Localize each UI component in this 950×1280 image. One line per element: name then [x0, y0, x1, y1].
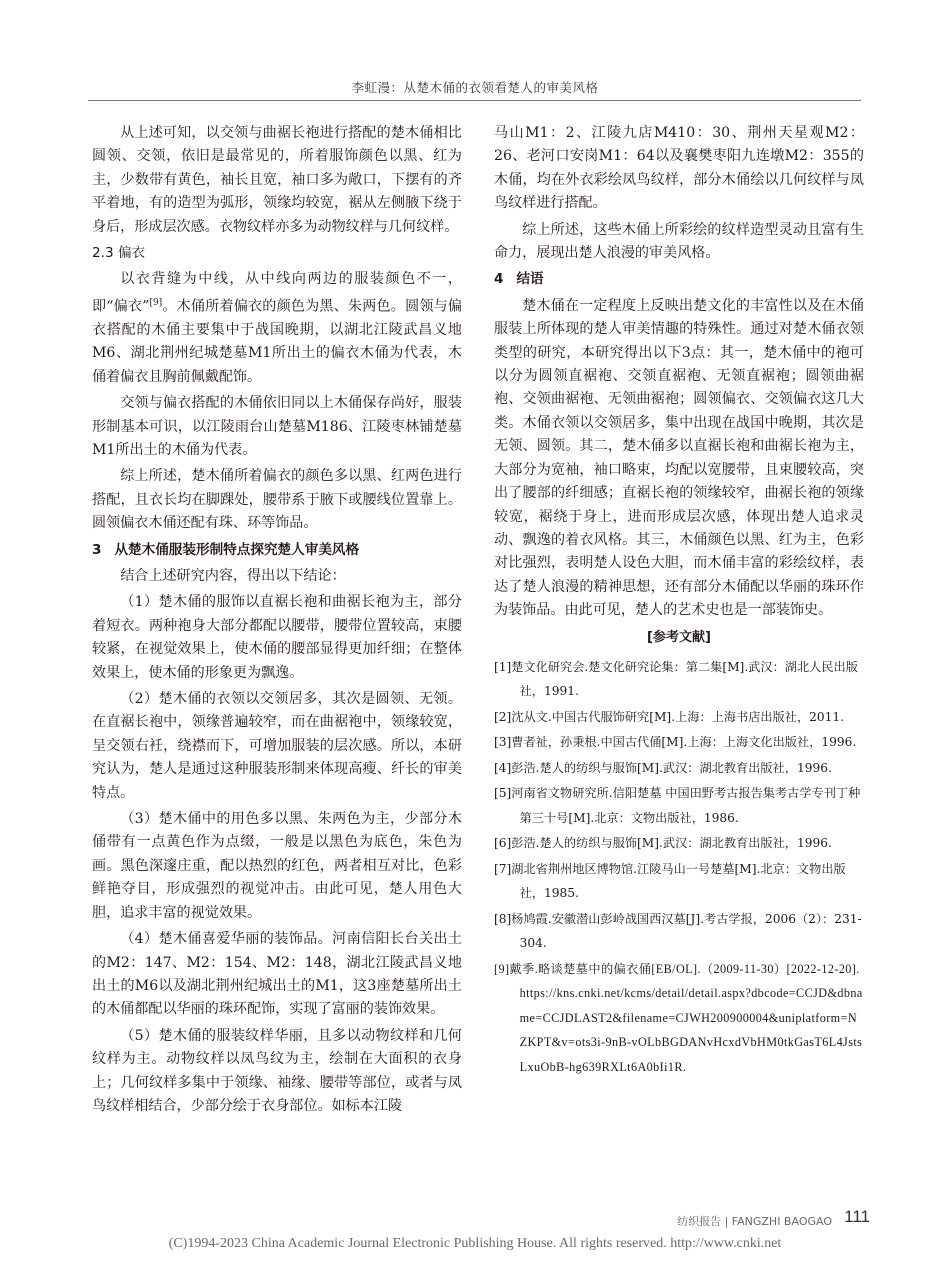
paragraph: （3）楚木俑中的用色多以黑、朱两色为主，少部分木俑带有一点黄色作为点缀，一般是以黑色为底色，朱色为画。黑色深邃庄重，配以热烈的红色，两者相互对比，色彩鲜艳夺目，形成强烈的视觉冲击。由此可见，楚人用色大胆，追求丰富的视觉效果。: [92, 811, 462, 921]
references-title: [参考文献]: [647, 629, 711, 645]
paragraph: （1）楚木俑的服饰以直裾长袍和曲裾长袍为主，部分着短衣。两种袍身大部分都配以腰带，腰带位置较高，束腰较紧，在视觉效果上，使木俑的腰部显得更加纤细；在整体效果上，使木俑的形象更为飘逸。: [92, 594, 462, 681]
paragraph: 综上所述，楚木俑所着偏衣的颜色多以黑、红两色进行搭配，且衣长均在脚踝处，腰带系于腋下或腰线位置靠上。圆领偏衣木俑还配有珠、环等饰品。: [92, 468, 462, 532]
section-title: 从楚木俑服装形制特点探究楚人审美风格: [114, 541, 360, 558]
paragraph-continued: 马山M1：2、江陵九店M410：30、荆州天星观M2：26、老河口安岗M1：64以及襄樊枣阳九连墩M2：355的木俑，均在外衣彩绘凤鸟纹样，部分木俑绘以几何纹样与凤鸟纹样进行搭配。: [494, 125, 864, 212]
paragraph: 交领与偏衣搭配的木俑依旧同以上木俑保存尚好，服装形制基本可识，以江陵雨台山楚墓M186、江陵枣林铺楚墓M1所出土的木俑为代表。: [92, 395, 462, 458]
paragraph: 从上述可知，以交领与曲裾长袍进行搭配的楚木俑相比圆领、交领，依旧是最常见的，所着服饰颜色以黑、红为主，少数带有黄色，袖长且宽，袖口多为敞口，下摆有的齐平着地，有的造型为弧形，领缘均较宽，裾从左侧腋下绕于身后，形成层次感。衣物纹样亦多为动物纹样与几何纹样。: [92, 125, 462, 235]
running-header: 李虹漫：从楚木俑的衣领看楚人的审美风格: [351, 80, 599, 95]
right-column: [494, 122, 864, 1080]
section-title: 结语: [516, 271, 544, 288]
left-column: [92, 122, 462, 1121]
reference-item: [494, 957, 864, 1080]
paragraph: （2）楚木俑的衣领以交领居多，其次是圆领、无领。在直裾长袍中，领缘普遍较窄，而在曲裾袍中，领缘较宽，呈交领右衽，绕襟而下，可增加服装的层次感。所以，本研究认为，楚人是通过这种服装形制来体现高瘦、纤长的审美特点。: [92, 691, 462, 801]
paragraph-text: 。木俑所着偏衣的颜色为黑、朱两色。圆领与偏衣搭配的木俑主要集中于战国晚期，以湖北江陵武昌义地M6、湖北荆州纪城楚墓M1所出土的偏衣木俑为代表，木俑着偏衣且胸前佩戴配饰。: [92, 298, 462, 385]
journal-name: 纺织报告 | FANGZHI BAOGAO: [677, 1215, 832, 1228]
reference-item: [8]杨鸠霞.安徽潜山彭岭战国西汉墓[J].考古学报，2006（2）：231-304.: [494, 911, 862, 951]
reference-list: [494, 655, 864, 1080]
paragraph: [92, 268, 462, 389]
paragraph: 综上所述，这些木俑上所彩绘的纹样造型灵动且富有生命力，展现出楚人浪漫的审美风格。: [494, 221, 864, 262]
reference-item: [2]沈从文.中国古代服饰研究[M].上海：上海书店出版社，2011.: [494, 709, 845, 724]
reference-item: [6]彭浩.楚人的纺织与服饰[M].武汉：湖北教育出版社，1996.: [494, 836, 832, 851]
header-rule: [88, 100, 861, 101]
reference-item: [7]湖北省荆州地区博物馆.江陵马山一号楚墓[M].北京：文物出版社，1985.: [494, 861, 846, 901]
copyright-notice: (C)1994-2023 China Academic Journal Electronic Publishing House. All rights reserved. http://www.cnki.net: [168, 1236, 782, 1251]
paragraph-text: 以衣背缝为中线，从中线向两边的服装颜色不一，即“偏衣”: [92, 271, 462, 315]
paragraph: 结合上述研究内容，得出以下结论：: [120, 568, 346, 584]
section-heading-3: [92, 539, 462, 562]
reference-item: [5]河南省文物研究所.信阳楚墓 中国田野考古报告集考古学专刊丁种第三十号[M].北京：文物出版社，1986.: [494, 786, 861, 825]
paragraph: （4）楚木俑喜爱华丽的装饰品。河南信阳长台关出土的M2：147、M2：154、M2：148，湖北江陵武昌义地出土的M6以及湖北荆州纪城出土的M1，这3座楚墓所出土的木俑都配以华丽的珠环配饰，实现了富丽的装饰效果。: [92, 931, 462, 1018]
reference-item: [1]楚文化研究会.楚文化研究论集：第二集[M].武汉：湖北人民出版社，1991.: [494, 659, 858, 699]
paragraph: （5）楚木俑的服装纹样华丽，且多以动物纹样和几何纹样为主。动物纹样以凤鸟纹为主，绘制在大面积的衣身上；几何纹样多集中于领缘、袖缘、腰带等部位，或者与凤鸟纹样相结合，少部分绘于衣身部位。如标本江陵: [92, 1027, 462, 1114]
section-number: 4: [494, 271, 504, 288]
citation-marker: [9]: [149, 297, 163, 308]
reference-text: [9]戴季.略谈楚墓中的偏衣俑[EB/OL].（2009-11-30）[2022-12-20].https://kns.cnki.net/kcms/detail/detail.aspx?dbcode=CCJD&dbname=CCJDLAST2&filename=CJWH200900004&uniplatform=NZKPT&v=ots3i-9nB-vOLbBGDANvHcxdVbHM0tkGasT6L4JstsLxuObB-hg639RXLt6A0bIi1R.: [494, 961, 863, 1074]
section-heading-2-3: 2.3 偏衣: [92, 245, 146, 262]
reference-item: [4]彭浩.楚人的纺织与服饰[M].武汉：湖北教育出版社，1996.: [494, 760, 832, 775]
paragraph: 楚木俑在一定程度上反映出楚文化的丰富性以及在木俑服装上所体现的楚人审美情趣的特殊性。通过对楚木俑衣领类型的研究，本研究得出以下3点：其一，楚木俑中的袍可以分为圆领直裾袍、交领直裾袍、无领直裾袍；圆领曲裾袍、交领曲裾袍、无领曲裾袍；圆领偏衣、交领偏衣这几大类。木俑衣领以交领居多，集中出现在战国中晚期，其次是无领、圆领。其二，楚木俑多以直裾长袍和曲裾长袍为主，大部分为宽袖，袖口略束，均配以宽腰带，且束腰较高，突出了腰部的纤细感；直裾长袍的领缘较窄，曲裾长袍的领缘较宽，裾绕于身上，进而形成层次感，体现出楚人追求灵动、飘逸的着衣风格。其三，木俑颜色以黑、红为主，色彩对比强烈，表明楚人设色大胆，而木俑丰富的彩绘纹样，表达了楚人浪漫的精神思想，还有部分木俑配以华丽的珠环作为装饰品。由此可见，楚人的艺术史也是一部装饰史。: [494, 297, 864, 619]
section-heading-4: [494, 268, 864, 291]
section-number: 3: [92, 541, 102, 558]
reference-item: [3]曹者祉，孙秉根.中国古代俑[M].上海：上海文化出版社，1996.: [494, 735, 857, 750]
page-number: 111: [844, 1207, 870, 1226]
